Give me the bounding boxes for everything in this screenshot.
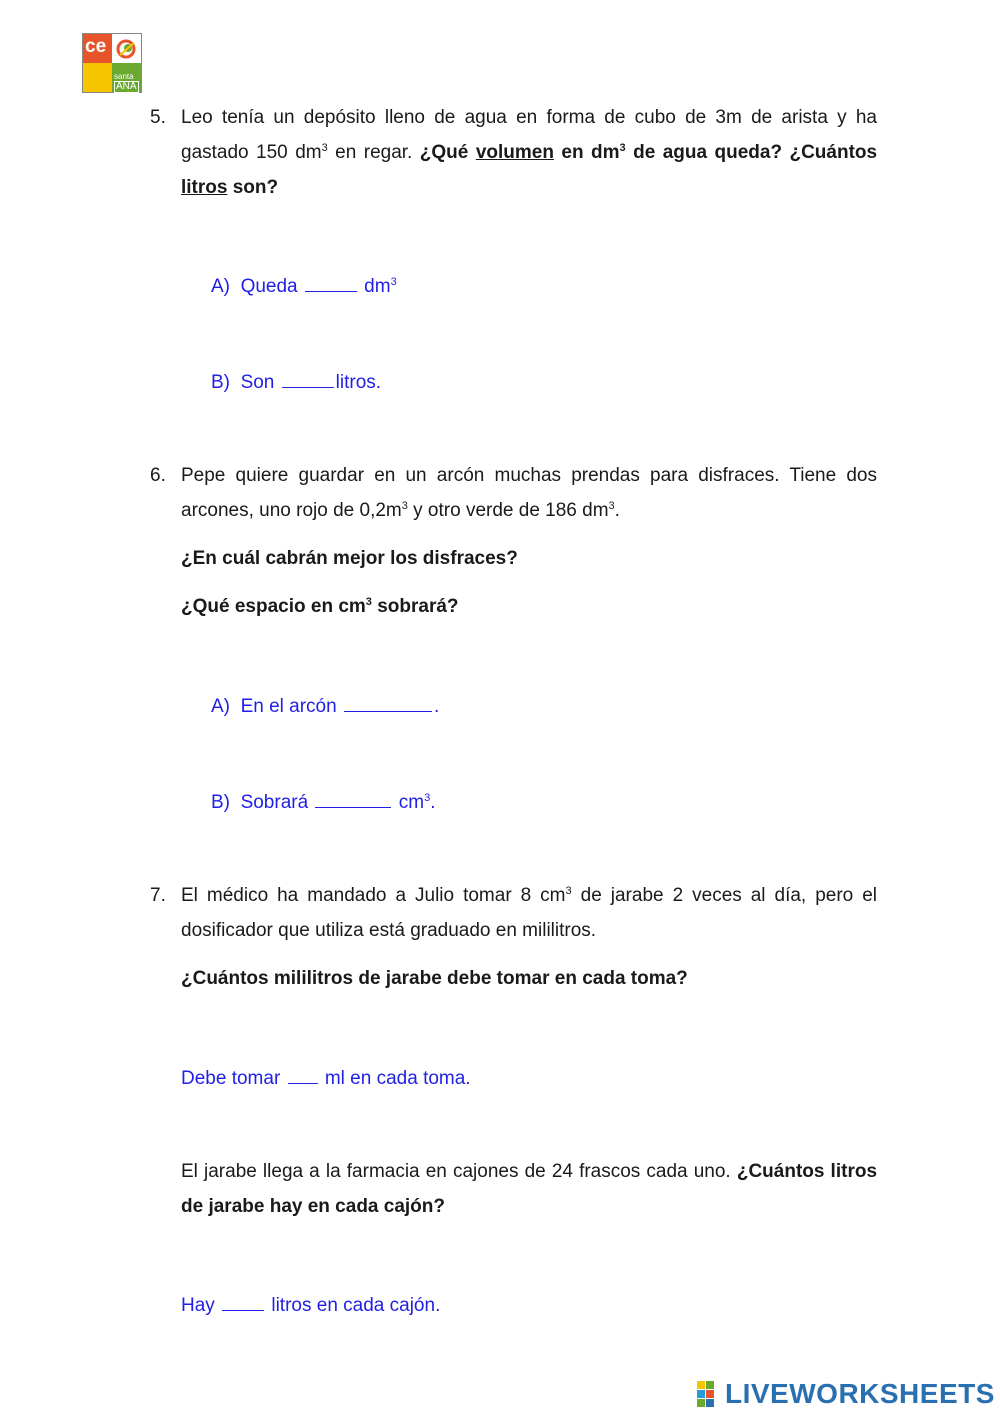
question-5-answer-b: B) Son litros. xyxy=(211,368,381,395)
brand-text: LIVEWORKSHEETS xyxy=(725,1378,995,1409)
school-logo xyxy=(82,33,142,93)
logo-small-text: santa xyxy=(114,72,134,81)
question-7-answer-1: Debe tomar ml en cada toma. xyxy=(181,1064,471,1091)
answer-7a-blank[interactable] xyxy=(288,1064,318,1084)
question-7-text: El médico ha mandado a Julio tomar 8 $cm^3$ de jarabe 2 veces al día, pero el dosificador que utiliza está graduado en mililitros. xyxy=(181,885,878,941)
logo-emblem-icon xyxy=(114,37,140,61)
question-7-bold-1: ¿Cuántos mililitros de jarabe debe tomar en cada toma? xyxy=(181,968,688,989)
question-7-number: 7. xyxy=(150,885,166,906)
answer-5a-blank[interactable] xyxy=(305,272,357,292)
answer-7b-blank[interactable] xyxy=(222,1291,264,1311)
question-7-paragraph-2: El jarabe llega a la farmacia en cajones de 24 frascos cada uno. ¿Cuántos litros de jarabe hay en cada cajón? xyxy=(181,1161,878,1217)
answer-5b-blank[interactable] xyxy=(282,368,334,388)
question-7-answer-2: Hay litros en cada cajón. xyxy=(181,1291,440,1318)
liveworksheets-logo-icon xyxy=(697,1381,723,1407)
question-5-number: 5. xyxy=(150,107,166,128)
answer-6b-blank[interactable] xyxy=(315,788,391,808)
question-6-answer-a: A) En el arcón . xyxy=(211,692,439,719)
question-6-text: Pepe quiere guardar en un arcón muchas prendas para disfraces. Tiene dos arcones, uno rojo de $0,2m^3$ y otro verde de 186 $dm^3$. xyxy=(181,465,877,521)
question-6-answer-b: B) Sobrará $cm^3$. xyxy=(211,788,435,815)
question-6-bold-2: ¿Qué espacio en $cm^3$ sobrará? xyxy=(181,596,459,617)
logo-initials: ce xyxy=(85,36,107,57)
question-5-text: Leo tenía un depósito lleno de agua en forma de cubo de 3m de arista y ha gastado 150 $dm^3$ en regar. ¿Qué volumen en $dm^3$ de agua queda? ¿Cuántos litros son? xyxy=(181,107,878,198)
question-6-number: 6. xyxy=(150,465,166,486)
question-5-answer-a: A) Queda $dm^3$ xyxy=(211,272,397,299)
question-6-bold-1: ¿En cuál cabrán mejor los disfraces? xyxy=(181,548,518,569)
logo-name: ANA xyxy=(116,81,137,92)
answer-6a-blank[interactable] xyxy=(344,692,432,712)
